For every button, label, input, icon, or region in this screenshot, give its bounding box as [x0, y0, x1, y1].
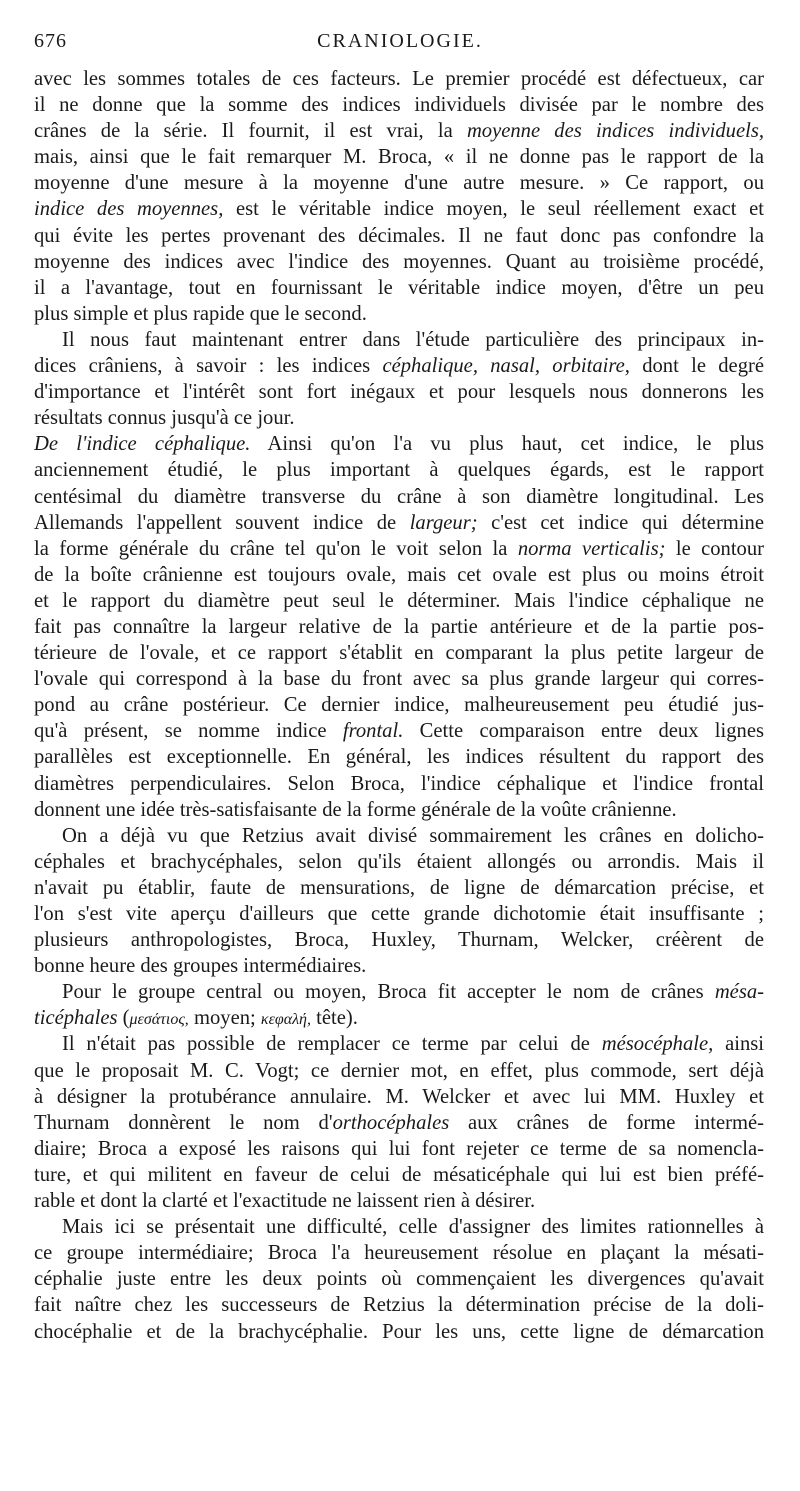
text-run: donnent une idée très-satisfaisante de la forme générale de la voûte crânienne.	[34, 798, 677, 821]
text-line	[34, 1188, 764, 1214]
text-line	[34, 562, 764, 588]
italic-text: indice des moyennes,	[34, 198, 224, 221]
text-run: ce groupe intermédiaire; Broca l'a heureusement résolue en plaçant la mésati-	[34, 1242, 764, 1265]
text-run: avec les sommes totales de ces facteurs. Le premier procédé est défectueux, car	[34, 68, 764, 90]
italic-text: orthocéphales	[332, 1111, 450, 1134]
text-run: qu'à présent, se nomme indice	[34, 720, 343, 743]
italic-text: frontal.	[342, 720, 404, 743]
text-line	[34, 1058, 764, 1084]
paragraph	[34, 1214, 764, 1344]
text-line	[34, 588, 764, 614]
text-run: fait pas connaître la largeur relative de la partie antérieure et de la partie pos-	[34, 615, 764, 638]
text-line	[34, 1110, 764, 1136]
text-run: moyenne des indices avec l'indice des moyennes. Quant au troisième procédé,	[34, 250, 764, 273]
paragraph	[34, 823, 764, 980]
text-run: Allemands l'appellent souvent indice de	[34, 511, 410, 534]
italic-text: moyenne des indices individuels,	[466, 120, 764, 143]
text-line	[34, 797, 764, 823]
text-run: fait naître chez les successeurs de Retzius la détermination précise de la doli-	[34, 1294, 764, 1317]
body-text	[34, 66, 764, 1345]
text-line	[34, 275, 764, 301]
text-run: plusieurs anthropologistes, Broca, Huxley, Thurnam, Welcker, créèrent de	[34, 929, 764, 952]
text-run: il a l'avantage, tout en fournissant le véritable indice moyen, d'être un peu	[34, 276, 764, 299]
text-run: On a déjà vu que Retzius avait divisé sommairement les crânes en dolicho-	[62, 824, 764, 847]
text-run: à désigner la protubérance annulaire. M. Welcker et avec lui MM. Huxley et	[34, 1085, 764, 1108]
text-run: Mais ici se présentait une difficulté, celle d'assigner des limites rationnelles à	[62, 1216, 764, 1239]
text-line	[34, 1292, 764, 1318]
paragraph	[34, 327, 764, 431]
text-run: céphales et brachycéphales, selon qu'ils étaient allongés ou arrondis. Mais il	[34, 850, 764, 873]
text-run: que le proposait M. C. Vogt; ce dernier mot, en effet, plus commode, sert déjà	[34, 1059, 764, 1082]
italic-text: mésocéphale,	[601, 1033, 714, 1056]
text-run: de la boîte crânienne est toujours ovale, mais cet ovale est plus ou moins étroit	[34, 563, 764, 586]
text-run: l'on s'est vite aperçu d'ailleurs que cette grande dichotomie était insuffisante ;	[34, 903, 764, 925]
text-line	[34, 666, 764, 692]
page-number: 676	[34, 30, 67, 52]
italic-text: ticéphales	[34, 1007, 118, 1030]
text-run: rable et dont la clarté et l'exactitude ne laissent rien à désirer.	[34, 1190, 536, 1213]
text-line	[34, 223, 764, 249]
text-run: Ainsi qu'on l'a vu plus haut, cet indice, le plus	[250, 433, 764, 456]
paragraph	[34, 979, 764, 1031]
text-line	[34, 1266, 764, 1292]
page-header	[34, 30, 766, 60]
text-run: aux crânes de forme intermé-	[449, 1111, 764, 1134]
text-line	[34, 1162, 764, 1188]
text-line	[34, 118, 764, 144]
text-line	[34, 718, 764, 744]
text-run: moyenne d'une mesure à la moyenne d'une autre mesure. » Ce rapport, ou	[34, 172, 764, 195]
text-line	[34, 640, 764, 666]
text-line	[34, 614, 764, 640]
text-run: dices crâniens, à savoir : les indices	[34, 355, 383, 378]
text-line	[34, 353, 764, 379]
text-run: diamètres perpendiculaires. Selon Broca, l'indice céphalique et l'indice frontal	[34, 772, 764, 795]
text-run: Il n'était pas possible de remplacer ce terme par celui de	[62, 1033, 602, 1056]
greek-text: μεσάτιος,	[129, 1011, 189, 1029]
text-line	[34, 1214, 764, 1240]
text-line	[34, 536, 764, 562]
text-run: ainsi	[713, 1033, 764, 1056]
text-run: d'importance et l'intérêt sont fort inégaux et pour lesquels nous donnerons les	[34, 381, 764, 404]
text-line	[34, 979, 764, 1005]
text-line	[34, 875, 764, 901]
text-line	[34, 66, 764, 92]
text-line	[34, 1136, 764, 1162]
text-line	[34, 927, 764, 953]
text-line	[34, 1319, 764, 1345]
text-run: n'avait pu établir, faute de mensurations, de ligne de démarcation précise, et	[34, 876, 764, 899]
text-line	[34, 744, 764, 770]
text-run: moyen;	[188, 1007, 261, 1030]
text-run: parallèles est exceptionnelle. En général, les indices résultent du rapport des	[34, 746, 764, 769]
text-line	[34, 170, 764, 196]
text-run: Il nous faut maintenant entrer dans l'étude particulière des principaux in-	[62, 328, 764, 351]
text-run: bonne heure des groupes intermédiaires.	[34, 955, 367, 978]
text-line	[34, 327, 764, 353]
text-line	[34, 849, 764, 875]
text-line	[34, 1240, 764, 1266]
italic-text: De l'indice céphalique.	[34, 433, 251, 456]
text-line	[34, 1084, 764, 1110]
text-run: crânes de la série. Il fournit, il est vrai, la	[34, 120, 467, 143]
text-run: térieure de l'ovale, et ce rapport s'établit en comparant la plus petite largeur de	[34, 642, 764, 665]
text-run: mais, ainsi que le fait remarquer M. Broca, « il ne donne pas le rapport de la	[34, 146, 764, 169]
text-run: il ne donne que la somme des indices individuels divisée par le nombre des	[34, 94, 764, 117]
running-title: CRANIOLOGIE.	[317, 30, 483, 52]
text-line	[34, 823, 764, 849]
text-line	[34, 1031, 764, 1057]
text-run: résultats connus jusqu'à ce jour.	[34, 407, 295, 430]
paragraph	[34, 1031, 764, 1214]
italic-text: céphalique, nasal, orbitaire,	[382, 355, 630, 378]
italic-text: norma verticalis;	[517, 537, 666, 560]
text-run: Pour le groupe central ou moyen, Broca fit accepter le nom de crânes	[62, 981, 715, 1004]
text-run: dont le degré	[629, 355, 764, 378]
text-run: la forme générale du crâne tel qu'on le voit selon la	[34, 537, 518, 560]
text-run: est le véritable indice moyen, le seul réellement exact et	[223, 198, 764, 221]
text-run: qui évite les pertes provenant des décimales. Il ne faut donc pas confondre la	[34, 224, 764, 247]
text-run: pond au crâne postérieur. Ce dernier indice, malheureusement peu étudié jus-	[34, 694, 764, 717]
text-line	[34, 901, 764, 927]
text-run: Cette comparaison entre deux lignes	[403, 720, 764, 743]
text-run: anciennement étudié, le plus important à quelques égards, est le rapport	[34, 459, 764, 482]
text-run: diaire; Broca a exposé les raisons qui lui font rejeter ce terme de sa nomencla-	[34, 1137, 764, 1160]
text-line	[34, 196, 764, 222]
paragraph	[34, 66, 764, 327]
text-line	[34, 144, 764, 170]
text-line	[34, 301, 764, 327]
text-run: l'ovale qui correspond à la base du front avec sa plus grande largeur qui corres-	[34, 668, 764, 691]
text-line	[34, 249, 764, 275]
text-line	[34, 1005, 764, 1031]
text-run: céphalie juste entre les deux points où commençaient les divergences qu'avait	[34, 1268, 764, 1291]
text-line	[34, 953, 764, 979]
text-run: (	[117, 1007, 130, 1030]
text-run: Thurnam donnèrent le nom d'	[34, 1111, 333, 1134]
text-run: chocéphalie et de la brachycéphalie. Pour les uns, cette ligne de démarcation	[34, 1320, 764, 1343]
greek-text: κεφαλή,	[260, 1011, 311, 1029]
text-line	[34, 771, 764, 797]
italic-text: mésa-	[714, 981, 764, 1004]
text-run: plus simple et plus rapide que le second.	[34, 302, 367, 325]
text-line	[34, 379, 764, 405]
text-run: ture, et qui militent en faveur de celui de mésaticéphale qui lui est bien préfé-	[34, 1163, 764, 1186]
paragraph	[34, 431, 764, 822]
text-line	[34, 431, 764, 457]
italic-text: largeur;	[409, 511, 478, 534]
text-run: tête).	[311, 1007, 358, 1030]
text-run: et le rapport du diamètre peut seul le déterminer. Mais l'indice céphalique ne	[34, 589, 764, 612]
text-line	[34, 692, 764, 718]
text-line	[34, 457, 764, 483]
text-run: le contour	[665, 537, 764, 560]
text-run: c'est cet indice qui détermine	[477, 511, 764, 534]
text-line	[34, 92, 764, 118]
text-line	[34, 510, 764, 536]
text-line	[34, 405, 764, 431]
text-line	[34, 484, 764, 510]
text-run: centésimal du diamètre transverse du crâne à son diamètre longitudinal. Les	[34, 485, 764, 508]
